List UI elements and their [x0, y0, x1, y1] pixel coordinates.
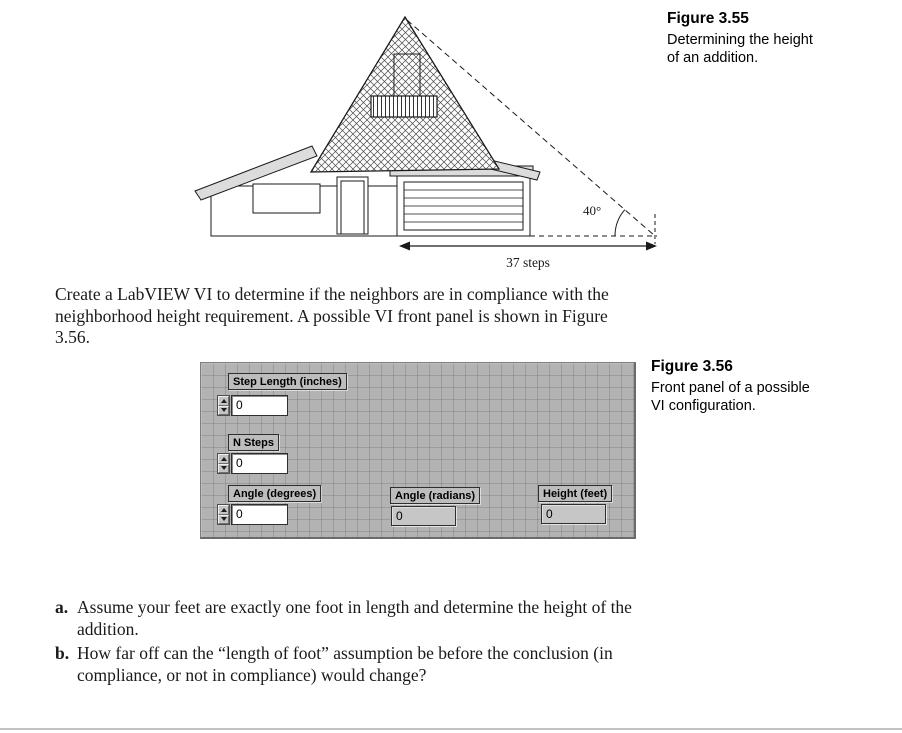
louver-vent-lines: [372, 97, 437, 117]
n-steps-value[interactable]: 0: [231, 453, 288, 474]
figure-356-caption: [651, 358, 896, 415]
figure-355-caption-line: of an addition.: [667, 49, 759, 66]
steps-label: 37 steps: [506, 255, 550, 270]
figure-355-caption: [667, 10, 895, 67]
question-a-text: Assume your feet are exactly one foot in length and determine the height of the addition.: [77, 597, 632, 639]
figure-356-caption-line: VI configuration.: [651, 397, 756, 414]
angle-radians-label: Angle (radians): [390, 487, 480, 504]
decrement-arrow-icon[interactable]: [218, 406, 229, 416]
increment-decrement-spinner[interactable]: [217, 504, 230, 525]
question-a: [55, 596, 651, 640]
angle-label: 40°: [583, 203, 602, 218]
figure-356-caption-line: Front panel of a possible: [651, 380, 810, 396]
angle-degrees-control[interactable]: [217, 504, 288, 525]
step-length-control[interactable]: [217, 395, 288, 416]
increment-arrow-icon[interactable]: [218, 505, 229, 515]
front-door: [337, 177, 368, 234]
question-b-text: How far off can the “length of foot” assumption be before the conclusion (in compliance, or not in compliance) would change?: [77, 643, 613, 685]
question-a-label: a.: [55, 597, 69, 617]
increment-decrement-spinner[interactable]: [217, 395, 230, 416]
house-diagram: [185, 8, 665, 270]
n-steps-control[interactable]: [217, 453, 288, 474]
dormer-window-hatch: [394, 54, 420, 96]
increment-arrow-icon[interactable]: [218, 396, 229, 406]
bottom-divider: [0, 728, 902, 730]
n-steps-label: N Steps: [228, 434, 279, 451]
step-length-label: Step Length (inches): [228, 373, 347, 390]
angle-arc: [615, 210, 625, 236]
decrement-arrow-icon[interactable]: [218, 515, 229, 525]
decrement-arrow-icon[interactable]: [218, 464, 229, 474]
question-b-label: b.: [55, 643, 70, 663]
step-length-value[interactable]: 0: [231, 395, 288, 416]
question-b: [55, 642, 651, 686]
angle-degrees-label: Angle (degrees): [228, 485, 321, 502]
figure-356-title: Figure 3.56: [651, 358, 733, 375]
angle-degrees-value[interactable]: 0: [231, 504, 288, 525]
house-window: [253, 184, 320, 213]
intro-paragraph: Create a LabVIEW VI to determine if the neighbors are in compliance with the neighborhood height requirement. A possible VI front panel is shown in Figure 3.56.: [55, 284, 609, 347]
increment-arrow-icon[interactable]: [218, 454, 229, 464]
angle-radians-value: 0: [391, 506, 456, 526]
increment-decrement-spinner[interactable]: [217, 453, 230, 474]
figure-355-title: Figure 3.55: [667, 10, 749, 27]
height-feet-value: 0: [541, 504, 606, 524]
height-feet-label: Height (feet): [538, 485, 612, 502]
steps-arrowhead-left: [399, 242, 410, 251]
figure-355-caption-line: Determining the height: [667, 32, 813, 48]
labview-front-panel: [200, 362, 636, 539]
